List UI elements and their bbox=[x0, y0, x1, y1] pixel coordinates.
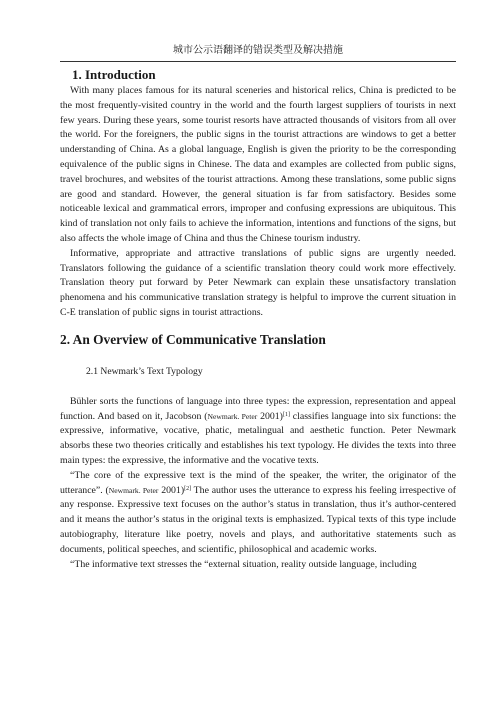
page-body bbox=[60, 66, 456, 572]
typology-paragraph-2 bbox=[60, 469, 456, 558]
citation-author: Newmark. Peter bbox=[207, 411, 258, 421]
paragraph-text: Bühler sorts the functions of language into three types: the expression, representation and appeal function. And based on it, Jacobson ( bbox=[60, 395, 456, 422]
typology-paragraph-1 bbox=[60, 395, 456, 469]
reference-marker: [2] bbox=[184, 485, 192, 492]
paragraph-text: classifies language into six functions: the expressive, informative, vocative, phatic, metalingual and aesthetic function. Peter Newmark absorbs these two theories critically and establishes his text typology. He divides the texts into three main types: the expressive, the informative and the vocative texts. bbox=[60, 410, 456, 466]
paragraph-text: The author uses the utterance to express his feeling irrespective of any response. Expressive text focuses on the author’s status in translation, thus it’s author-centered and it means the author’s status in the original texts is emphasized. Typical texts of this type include autobiography, literature like poetry, novels and plays, and authoritative statements such as documents, political speeches, and scientific, philosophical and academic works. bbox=[60, 484, 457, 555]
citation-year: 2001) bbox=[257, 410, 283, 422]
citation-author: Newmark. Peter bbox=[108, 485, 159, 495]
reference-marker: [1] bbox=[282, 411, 290, 418]
subsection-2-1-heading: 2.1 Newmark’s Text Typology bbox=[86, 365, 203, 377]
paragraph-text: “The core of the expressive text is the mind of the speaker, the writer, the originator of the utterance”. ( bbox=[60, 469, 456, 496]
citation-year: 2001) bbox=[158, 484, 185, 496]
section-1-heading: 1. Introduction bbox=[72, 67, 156, 82]
typology-paragraph-3: “The informative text stresses the “external situation, reality outside language, including bbox=[70, 558, 417, 570]
intro-paragraph-2: Informative, appropriate and attractive translations of public signs are urgently needed. Translators following the guidance of a scientific translation theory could work more effectively. Translation theory put forward by Peter Newmark can explain these unsatisfactory translation phenomena and his communicative translation strategy is helpful to improve the current situation in C-E translation of public signs in tourist attractions. bbox=[60, 247, 456, 318]
section-2-heading: 2. An Overview of Communicative Translation bbox=[60, 331, 326, 347]
running-header: 城市公示语翻译的错误类型及解决措施 bbox=[60, 44, 456, 62]
intro-paragraph-1: With many places famous for its natural sceneries and historical relics, China is predicted to be the most frequently-visited country in the world and the fourth largest suppliers of tourists in next few years. During these years, some tourist resorts have attracted thousands of visitors from all over the world. For the foreigners, the public signs in the tourist attractions are windows to get a better understanding of China. As a global language, English is given the priority to be the corresponding equivalence of the public signs in Chinese. The data and examples are collected from public signs, travel brochures, and websites of the tourist attractions. Among these translations, some public signs are good and standard. However, the general situation is far from satisfactory. Besides some noticeable lexical and grammatical errors, improper and confusing expressions are ubiquitous. This kind of translation not only fails to achieve the information, intentions and functions of the signs, but also affects the whole image of China and thus the Chinese tourism industry. bbox=[60, 85, 456, 244]
